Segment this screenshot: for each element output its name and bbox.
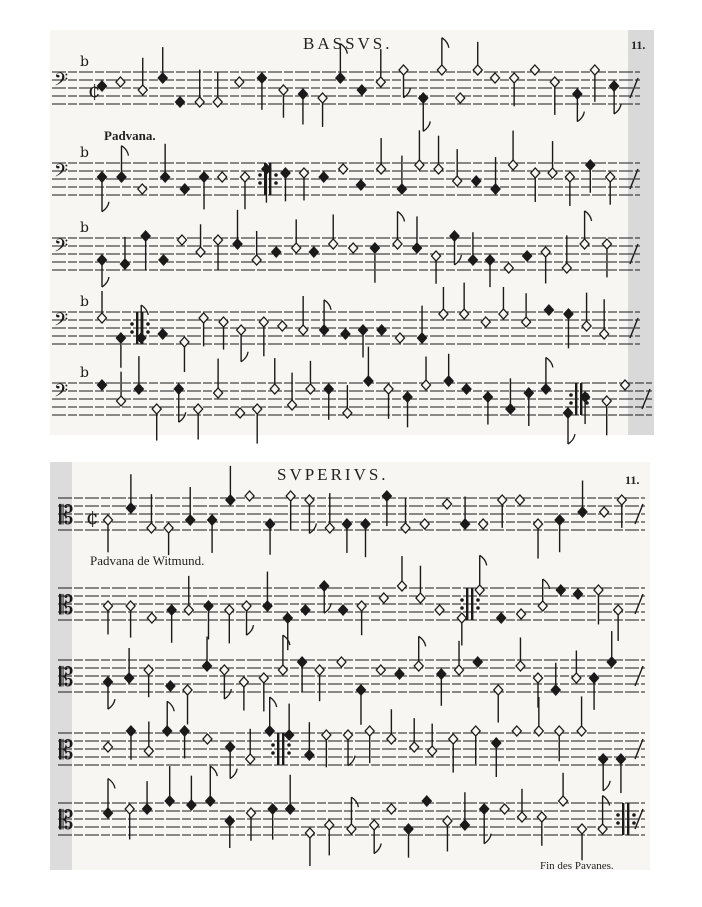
- repeat-bar: [575, 383, 577, 415]
- repeat-dot: [616, 821, 620, 825]
- flat-sign-icon: b: [80, 54, 89, 70]
- repeat-dot: [146, 330, 150, 334]
- bassus-title: BASSVS.: [303, 34, 393, 53]
- bass-clef-icon: 𝄢: [54, 70, 69, 95]
- flat-sign-icon: b: [80, 294, 89, 310]
- repeat-bar: [627, 803, 629, 835]
- superius-piece-title: Padvana de Witmund.: [90, 553, 205, 568]
- repeat-dot: [460, 606, 464, 610]
- repeat-dot: [616, 813, 620, 817]
- bass-clef-icon: 𝄢: [54, 236, 69, 261]
- repeat-dot: [258, 173, 262, 177]
- repeat-dot: [476, 598, 480, 602]
- repeat-dot: [146, 322, 150, 326]
- bass-clef-icon: 𝄢: [54, 161, 69, 186]
- c-clef-icon: 𝄡: [59, 663, 74, 693]
- cut-time-icon: ¢: [88, 78, 101, 102]
- repeat-dot: [460, 598, 464, 602]
- repeat-bar: [269, 163, 271, 195]
- repeat-dot: [130, 330, 134, 334]
- superius-title: SVPERIVS.: [277, 465, 389, 484]
- repeat-dot: [632, 813, 636, 817]
- bassus-piece-title: Padvana.: [104, 128, 156, 143]
- repeat-dot: [476, 606, 480, 610]
- repeat-dot: [274, 181, 278, 185]
- repeat-bar: [277, 733, 279, 765]
- repeat-bar: [471, 588, 473, 620]
- superius-page-number: 11.: [625, 473, 640, 487]
- repeat-bar: [466, 588, 468, 620]
- superius-closing-note: Fin des Pavanes.: [540, 860, 614, 872]
- flat-sign-icon: b: [80, 365, 89, 381]
- note-flag: [568, 434, 575, 444]
- repeat-dot: [585, 393, 589, 397]
- repeat-dot: [258, 181, 262, 185]
- repeat-bar: [282, 733, 284, 765]
- repeat-bar: [622, 803, 624, 835]
- bassus-right-shadow: [628, 30, 654, 435]
- repeat-dot: [274, 173, 278, 177]
- repeat-bar: [264, 163, 266, 195]
- repeat-dot: [271, 751, 275, 755]
- repeat-dot: [287, 743, 291, 747]
- repeat-dot: [569, 401, 573, 405]
- flat-sign-icon: b: [80, 145, 89, 161]
- c-clef-icon: 𝄡: [59, 736, 74, 766]
- repeat-bar: [141, 312, 143, 344]
- repeat-dot: [585, 401, 589, 405]
- repeat-bar: [136, 312, 138, 344]
- bassus-page-number: 11.: [631, 38, 646, 52]
- repeat-dot: [287, 751, 291, 755]
- flat-sign-icon: b: [80, 220, 89, 236]
- cut-time-icon: ¢: [86, 505, 99, 529]
- repeat-dot: [271, 743, 275, 747]
- repeat-dot: [569, 393, 573, 397]
- c-clef-icon: 𝄡: [59, 806, 74, 836]
- bass-clef-icon: 𝄢: [54, 310, 69, 335]
- c-clef-icon: 𝄡: [59, 591, 74, 621]
- repeat-dot: [632, 821, 636, 825]
- c-clef-icon: 𝄡: [59, 501, 74, 531]
- repeat-dot: [130, 322, 134, 326]
- bass-clef-icon: 𝄢: [54, 381, 69, 406]
- repeat-bar: [580, 383, 582, 415]
